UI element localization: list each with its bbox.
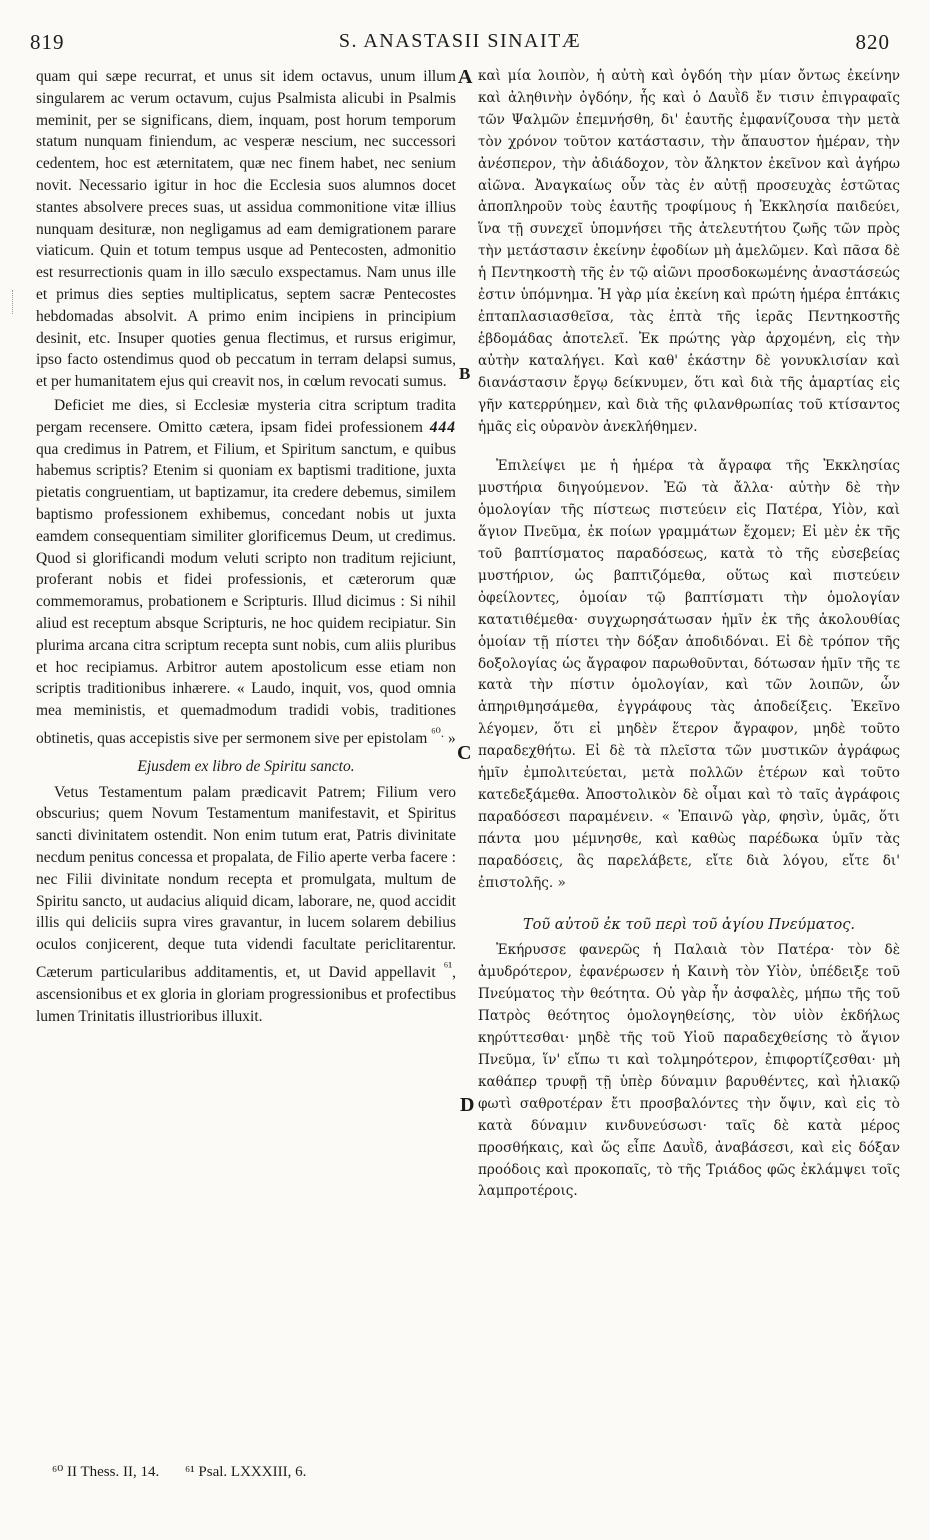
greek-paragraph-1: καὶ μία λοιπὸν, ἡ αὐτὴ καὶ ὀγδόη τὴν μίαν ὄντως ἐκείνην καὶ ἀληθινὴν ὀγδόην, ἧς καὶ ὁ Δαυῒδ ἔν τισιν ἐπιγραφαῖς τῶν Ψαλμῶν ἐπεμνήσθη, δι' ἑαυτῆς ἐμφανίζουσα τὴν μετὰ τὸν χρόνον τοῦτον κατάστασιν, τὴν ἄπαυστον ἡμέραν, τὴν ἀνέσπερον, τὴν ἀδιάδοχον, τὸν ἄληκτον ἐκεῖνον καὶ ἀγήρω αἰῶνα. Ἀναγκαίως οὖν τὰς ἐν αὐτῇ προσευχὰς ἑστῶτας ἀποπληροῦν τοὺς ἑαυτῆς τροφίμους ἡ Ἐκκλησία παιδεύει, ἵνα τῇ συνεχεῖ ὑπομνήσει τῆς ἀτελευτήτου ζωῆς τῶν πρὸς τὴν μετάστασιν ἐκείνην ἐφοδίων μὴ ἀμελῶμεν. Καὶ πᾶσα δὲ ἡ Πεντηκοστὴ τῆς ἐν τῷ αἰῶνι προσδοκωμένης ἀναστάσεώς ἐστιν ὑπόμνημα. Ἡ γὰρ μία ἐκείνη καὶ πρώτη ἡμέρα ἑπτάκις ἐπταπλασιασθεῖσα, τὰς ἑπτὰ τῆς ἱερᾶς Πεντηκοστῆς ἑβδομάδας ἀποτελεῖ. Ἐκ πρώτης γὰρ ἀρχομένη, εἰς τὴν αὐτὴν καταλήγει. Καὶ καθ' ἑκάστην δὲ γονυκλισίαν καὶ διανάστασιν ἔργῳ δείκνυμεν, ὅτι καὶ διὰ τῆς ἁμαρτίας εἰς γῆν κατερρύημεν, καὶ διὰ τῆς φιλανθρωπίας τοῦ κτίσαντος ἡμᾶς εἰς οὐρανὸν ἀνεκλήθημεν. [478,68,900,435]
latin-paragraph-3-text: Vetus Testamentum palam prædicavit Patrem; Filium vero obscurius; quem Novum Testamentum manifestavit, et Spiritus sancti divinitatem ostendit. Non enim tutum erat, Patris divinitate necdum penitus concessa et propalata, de Filio aperte verba facere : nec Filii divinitate nondum recepta et promulgata, multum de Spiritu sancto, ut audacius aliquid dicam, laborare, ne, quod accidit illis qui deliciis supra vires gravantur, in lucem solarem debilius oculos conjicerent, deque tuta videndi facultate periclitarentur. Cæterum particularibus additamentis, et, ut David appellavit [36,783,456,982]
latin-paragraph-1: quam qui sæpe recurrat, et unus sit idem octavus, unum illum singularem ac verum octavum, cujus Psalmista alicubi in Psalmis meminit, per se significans, diem, inquam, post horum temporum statum nunquam finiendum, ac vesperæ nescium, nec successori cedentem, hoc est æternitatem, quæ nec finem habet, nec senium novit. Necessario igitur in hoc die Ecclesia suos alumnos docet stantes absolvere preces suas, ut assidua commonitione vitæ illius nunquam desituræ, non negligamus ad eam demigrationem parare viaticum. Quin et totum tempus usque ad Pentecosten, admonitio est resurrectionis quam in illo sæculo exspectamus. Nam unus ille et primus dies septies multiplicatus, septem sacræ Pentecostes hebdomadas absolvit. A primo enim incipiens in principium desinit, etc. Insuper quoties genua flectimus, et rursus erigimur, ipso facto ostendimus quod ob peccatum in terram delapsi sumus, et per humanitatem ejus qui creavit nos, in cœlum revocati sumus. [36,68,456,391]
latin-paragraph-3 [36,782,456,1028]
latin-paragraph-2-text-cont: qua credimus in Patrem, et Filium, et Spiritum sanctum, e quibus habemus scriptis? Etenim si quoniam ex baptismi traditione, juxta pietatis congruentiam, ut baptizamur, ita credere debemus, similem baptismo professionem exhibemus, concedant nobis ut juxta eamdem consequentiam similiter glorificemus Deum, ut credimus. Quod si glorificandi modum veluti scripto non traditum rejiciunt, proferant nobis et fidei professionis, et cæterorum quæ commemoramus, probationem e Scripturis. Illud dicimus : Si nihil aliud est receptum absque Scripturis, ne hoc quidem recipiatur. Sin plurima arcana citra scriptum recepta sunt nobis, cum aliis pluribus et hoc recipiamus. Arbitror autem apostolicum esse etiam non scriptis traditionibus inhærere. « Laudo, inquit, vos, quod omnia mea meministis, et quemadmodum tradidi vobis, traditiones obtinetis, quas accepistis sive per sermonem sive per epistolam [36,440,456,748]
greek-paragraph-3: Ἐκήρυσσε φανερῶς ἡ Παλαιὰ τὸν Πατέρα· τὸν δὲ ἀμυδρότερον, ἐφανέρωσεν ἡ Καινὴ τὸν Υἱὸν, ὑπέδειξε τοῦ Πνεύματος τὴν θεότητα. Οὐ γὰρ ἦν ἀσφαλὲς, μήπω τῆς τοῦ Πατρὸς θεότητος ὁμολογηθείσης, τὸν υἱὸν ἐκδήλως κηρύττεσθαι· μηδὲ τῆς τοῦ Υἱοῦ παραδεχθείσης τὸ ἅγιον Πνεῦμα, ἵν' εἴπω τι καὶ τολμηρότερον, ἐπιφορτίζεσθαι· μὴ καθάπερ τρυφῇ τῇ ὑπὲρ δύναμιν βαρυθέντες, καὶ ἡλιακῷ φωτὶ σαθροτέραν ἔτι προσβαλόντες τὴν ὄψιν, καὶ εἰς τὸ κατὰ δύναμιν κινδυνεύσωσι· ταῖς δὲ κατὰ μέρος προσθήκαις, καὶ ὥς εἶπε Δαυῒδ, ἀναβάσεσι, καὶ εἰς δόξαν προόδοις καὶ προκοπαῖς, τὸ τῆς Τριάδος φῶς ἐκλάμψει τοῖς λαμπροτέροις. [478,942,900,1200]
greek-section-heading: Τοῦ αὐτοῦ ἐκ τοῦ περὶ τοῦ ἁγίου Πνεύματος. [522,916,856,933]
page-number-right: 820 [855,30,890,54]
footnote-ref-60: ⁶⁰. [431,724,445,740]
margin-letter-b: B [459,364,471,383]
latin-paragraph-2 [36,395,456,750]
footnote-61: ⁶¹ Psal. LXXXIII, 6. [184,1464,307,1480]
margin-letter-d: D [460,1094,475,1116]
latin-paragraph-2-text: Deficiet me dies, si Ecclesiæ mysteria citra scriptum tradita pergam recensere. Omitto cætera, ipsam fidei professionem [36,396,456,436]
latin-paragraph-3-text-cont: , ascensionibus et ex gloria in gloriam progressionibus et profectibus lumen Trinitatis illustrioribus illuxit. [36,964,456,1025]
margin-letter-c: C [457,742,472,764]
paragraph-gap [478,895,900,909]
latin-column [36,66,456,1028]
greek-paragraph-2: Ἐπιλείψει με ἡ ἡμέρα τὰ ἄγραφα τῆς Ἐκκλησίας μυστήρια διηγούμενον. Ἐῶ τὰ ἄλλα· αὐτὴν δὲ τὴν ὁμολογίαν τῆς πίστεως πιστεύειν εἰς Πατέρα, Υἱὸν, καὶ ἅγιον Πνεῦμα, ἐκ ποίων γραμμάτων ἔχομεν; Εἰ μὲν ἐκ τῆς τοῦ βαπτίσματος παραδόσεως, κατὰ τὸ τῆς εὐσεβείας μυστήριον, ὡς βαπτιζόμεθα, οὕτως καὶ πιστεύειν ὀφείλοντες, ὁμοίαν τῷ βαπτίσματι τὴν ὁμολογίαν κατατιθέμεθα· συγχωρησάτωσαν ἡμῖν ἐκ τῆς ἀκολουθίας ὁμοίαν τῇ πίστει τὴν δόξαν ἀποδιδόναι. Εἰ δὲ τρόπον τῆς δοξολογίας ὡς ἄγραφον παρωθοῦνται, δότωσαν ἡμῖν τῆς τε κατὰ τὴν πίστιν ὁμολογίαν, καὶ τῶν λοιπῶν, ὧν ἀπηριθμησάμεθα, ἐγγράφους τὰς ἀποδείξεις. Ἐκεῖνο λέγομεν, ὅτι εἰ μηδὲν ἕτερον ἄγραφον, μηδὲ τοῦτο παραδεχθήτω. Εἰ δὲ τὰ πλεῖστα τῶν μυστικῶν ἀγράφως ἡμῖν ἐμπολιτεύεται, μετὰ πολλῶν ἑτέρων καὶ τοῦτο κατεδεξάμεθα. Ἀποστολικὸν δὲ οἶμαι καὶ τὸ ταῖς ἀγράφοις παραδόσεσι παραμένειν. « Ἐπαινῶ γὰρ, φησὶν, ὑμᾶς, ὅτι πάντα μου μέμνησθε, καὶ καθὼς παρέδωκα ὑμῖν τὰς παραδόσεις, ἃς παρελάβετε, εἴτε διὰ λόγου, εἴτε δι' ἐπιστολῆς. » [478,458,900,891]
margin-mark [12,290,15,314]
footnote-ref-61: ⁶¹ [443,959,453,975]
footnotes [52,1462,452,1481]
greek-column [478,66,900,1203]
page-number-left: 819 [30,30,65,54]
paragraph-gap [478,438,900,454]
page-header [30,30,890,60]
closing-quote: » [447,730,456,748]
running-title: S. ANASTASII SINAITÆ [338,30,582,52]
footnote-60: ⁶⁰ II Thess. II, 14. [52,1464,160,1480]
margin-letter-a: A [458,66,473,88]
page-mark: 444 [429,418,456,436]
latin-section-heading: Ejusdem ex libro de Spiritu sancto. [137,757,355,775]
